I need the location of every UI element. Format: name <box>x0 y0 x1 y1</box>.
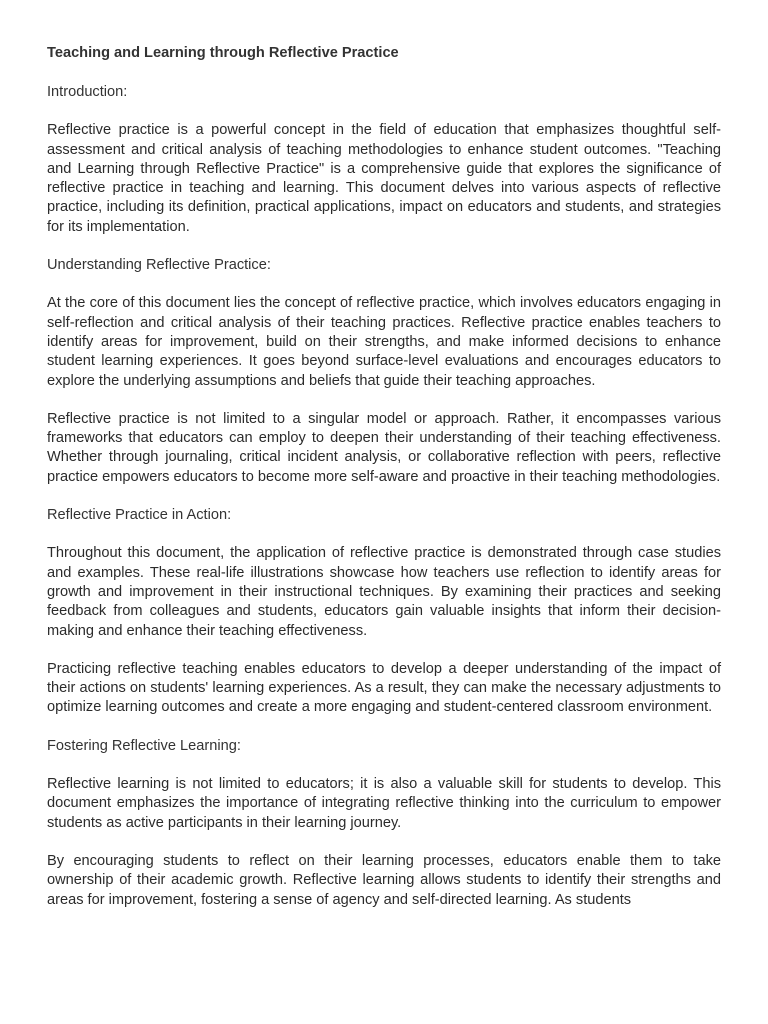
section-heading: Introduction: <box>47 84 128 100</box>
paragraph: At the core of this document lies the concept of reflective practice, which involves educators engaging in self-reflection and critical analysis of their teaching practices. Reflective practice enables teachers to identify areas for improvement, build on their strengths, and make informed decisions to enhance student learning experiences. It goes beyond surface-level evaluations and encourages educators to explore the underlying assumptions and beliefs that guide their teaching approaches. <box>47 295 721 389</box>
paragraph: Reflective practice is a powerful concept in the field of education that emphasizes thoughtful self-assessment and critical analysis of teaching methodologies to enhance student outcomes. "Teaching and Learning through Reflective Practice" is a comprehensive guide that explores the significance of reflective practice in teaching and learning. This document delves into various aspects of reflective practice, including its definition, practical applications, impact on educators and students, and strategies for its implementation. <box>47 122 721 235</box>
section-fostering-reflective-learning <box>47 737 721 910</box>
section-introduction <box>47 83 721 237</box>
paragraph: Practicing reflective teaching enables educators to develop a deeper understanding of the impact of their actions on students' learning experiences. As a result, they can make the necessary adjustments to optimize learning outcomes and create a more engaging and student-centered classroom environment. <box>47 660 721 716</box>
section-heading: Fostering Reflective Learning: <box>47 737 241 754</box>
section-understanding-reflective-practice <box>47 256 721 487</box>
paragraph: Reflective learning is not limited to educators; it is also a valuable skill for students to develop. This document emphasizes the importance of integrating reflective thinking into the curriculum to empower students as active participants in their learning journey. <box>47 776 721 831</box>
section-heading: Understanding Reflective Practice: <box>47 257 271 274</box>
paragraph: By encouraging students to reflect on their learning processes, educators enable them to take ownership of their academic growth. Reflective learning allows students to identify their strengths and areas for improvement, fostering a sense of agency and self-directed learning. As students <box>47 852 721 908</box>
section-heading: Reflective Practice in Action: <box>47 507 232 524</box>
section-reflective-practice-in-action <box>47 506 721 718</box>
paragraph: Throughout this document, the application of reflective practice is demonstrated through case studies and examples. These real-life illustrations showcase how teachers use reflection to identify areas for growth and improvement in their instructional techniques. By examining their practices and seeking feedback from colleagues and students, educators gain valuable insights that inform their decision-making and enhance their teaching effectiveness. <box>47 545 721 639</box>
document-page <box>47 44 721 929</box>
paragraph: Reflective practice is not limited to a singular model or approach. Rather, it encompasses various frameworks that educators can employ to deepen their understanding of their teaching effectiveness. Whether through journaling, critical incident analysis, or collaborative reflection with peers, reflective practice empowers educators to become more self-aware and proactive in their teaching methodologies. <box>47 410 721 485</box>
document-title: Teaching and Learning through Reflective Practice <box>47 45 399 61</box>
